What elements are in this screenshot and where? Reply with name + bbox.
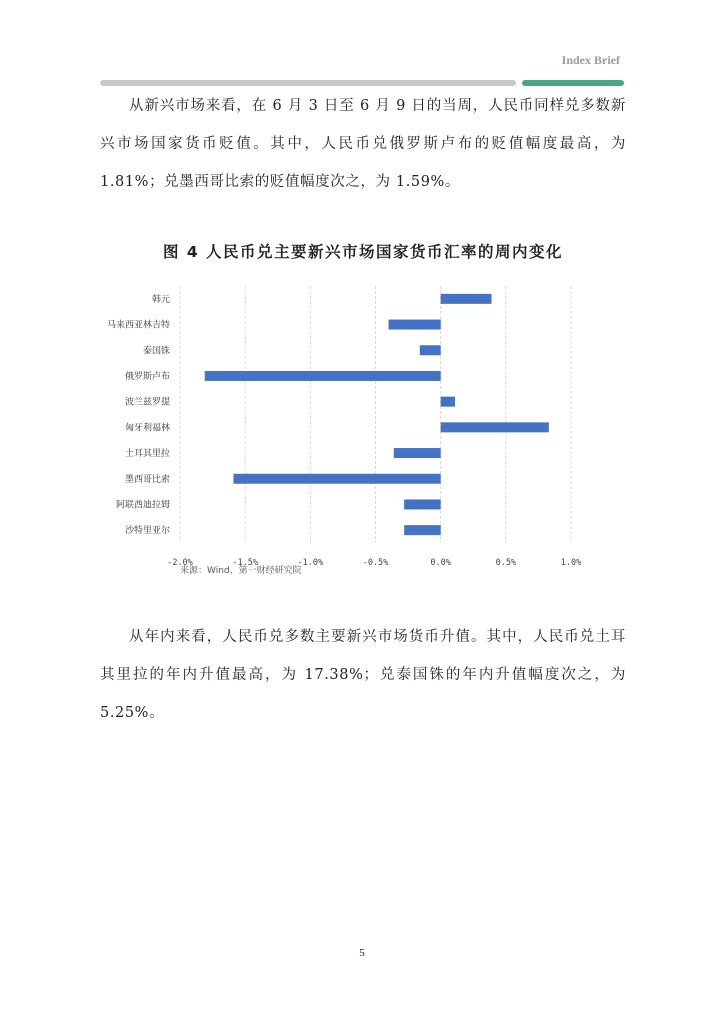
bar [404,499,440,509]
category-label: 沙特里亚尔 [124,526,170,537]
category-label: 波兰兹罗提 [124,397,170,408]
bar [205,371,441,381]
bar [233,474,440,484]
bar [420,345,441,355]
category-label: 俄罗斯卢布 [124,371,170,382]
x-tick-label: 0.5% [495,558,517,568]
x-tick-label: -1.0% [297,558,324,568]
paragraph-2: 从年内来看，人民币兑多数主要新兴市场货币升值。其中，人民币兑土耳其里拉的年内升值最高，为 17.38%；兑泰国铢的年内升值幅度次之，为 5.25%。 [100,629,626,721]
category-label: 匈牙利福林 [124,423,170,434]
category-label: 土耳其里拉 [124,449,170,460]
category-label: 墨西哥比索 [124,474,170,485]
x-tick-label: 1.0% [560,558,582,568]
bar [389,320,441,330]
category-label: 泰国铢 [142,346,170,357]
bar [441,422,549,432]
bar [441,294,492,304]
figure-title: 图 4 人民币兑主要新兴市场国家货币汇率的周内变化 [162,243,564,261]
paragraph-1: 从新兴市场来看，在 6 月 3 日至 6 月 9 日的当周，人民币同样兑多数新兴市场国家货币贬值。其中，人民币兑俄罗斯卢布的贬值幅度最高，为 1.81%；兑墨西哥比索的贬值幅度次之，为 1.59%。 [100,98,626,190]
x-tick-label: 0.0% [430,558,451,568]
x-tick-label: -0.5% [362,558,389,568]
figure-source: 来源：Wind、第一财经研究院 [180,566,302,576]
x-tick-label: -1.5% [232,558,258,568]
bar [404,525,440,535]
bar [394,448,441,458]
category-label: 马来西亚林吉特 [106,320,170,331]
category-label: 阿联酋迪拉姆 [115,500,170,511]
category-label: 韩元 [151,294,170,305]
page-number: 5 [359,947,365,959]
bar [441,397,455,407]
brand-label: Index Brief [561,53,620,67]
x-tick-label: -2.0% [167,558,193,568]
